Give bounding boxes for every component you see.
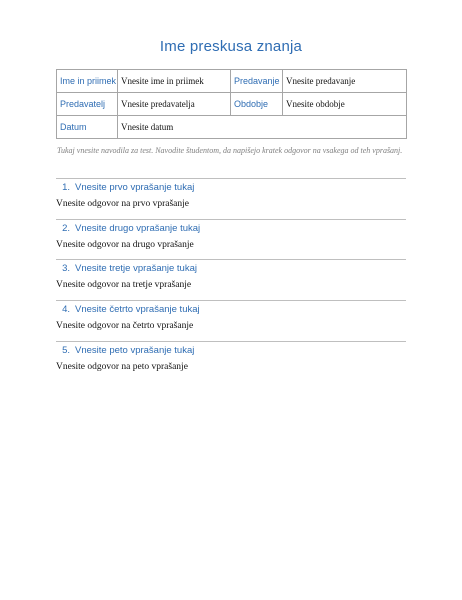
info-table — [56, 69, 407, 139]
question-title[interactable] — [56, 262, 406, 275]
answer-text[interactable]: Vnesite odgovor na peto vprašanje — [56, 362, 188, 372]
info-row — [57, 93, 407, 116]
question-block-4 — [56, 300, 406, 333]
question-number: 5. — [62, 345, 70, 356]
question-text: Vnesite drugo vprašanje tukaj — [75, 223, 201, 234]
info-row — [57, 70, 407, 93]
info-row — [57, 116, 407, 139]
question-number: 4. — [62, 304, 70, 315]
question-block-2 — [56, 219, 406, 252]
question-title[interactable] — [56, 222, 406, 235]
instructor-label: Predavatelj — [57, 93, 118, 116]
question-divider — [56, 341, 406, 342]
date-label: Datum — [57, 116, 118, 139]
page-title: Ime preskusa znanja — [159, 38, 303, 55]
question-text: Vnesite tretje vprašanje tukaj — [75, 263, 197, 274]
question-title[interactable] — [56, 303, 406, 316]
question-title[interactable] — [56, 181, 406, 194]
course-field[interactable]: Vnesite predavanje — [283, 70, 407, 93]
question-text: Vnesite prvo vprašanje tukaj — [75, 182, 195, 193]
answer-text[interactable]: Vnesite odgovor na četrto vprašanje — [56, 321, 194, 331]
question-divider — [56, 259, 406, 260]
question-block-5 — [56, 341, 406, 374]
question-block-3 — [56, 259, 406, 292]
question-text: Vnesite četrto vprašanje tukaj — [75, 304, 200, 315]
period-label: Obdobje — [231, 93, 283, 116]
question-divider — [56, 300, 406, 301]
instructions-text[interactable]: Tukaj vnesite navodila za test. Navodite študentom, da napišejo kratek odgovor na vsakega od teh vprašanj. — [57, 146, 403, 155]
course-label: Predavanje — [231, 70, 283, 93]
date-field[interactable]: Vnesite datum — [118, 116, 407, 139]
period-field[interactable]: Vnesite obdobje — [283, 93, 407, 116]
student-name-label: Ime in priimek — [57, 70, 118, 93]
question-divider — [56, 219, 406, 220]
instructor-field[interactable]: Vnesite predavatelja — [118, 93, 231, 116]
answer-text[interactable]: Vnesite odgovor na tretje vprašanje — [56, 280, 192, 290]
question-number: 3. — [62, 263, 70, 274]
question-number: 1. — [62, 182, 70, 193]
student-name-field[interactable]: Vnesite ime in priimek — [118, 70, 231, 93]
question-block-1 — [56, 178, 406, 211]
answer-text[interactable]: Vnesite odgovor na drugo vprašanje — [56, 240, 194, 250]
question-divider — [56, 178, 406, 179]
question-title[interactable] — [56, 344, 406, 357]
answer-text[interactable]: Vnesite odgovor na prvo vprašanje — [56, 199, 189, 209]
question-text: Vnesite peto vprašanje tukaj — [75, 345, 195, 356]
question-number: 2. — [62, 223, 70, 234]
